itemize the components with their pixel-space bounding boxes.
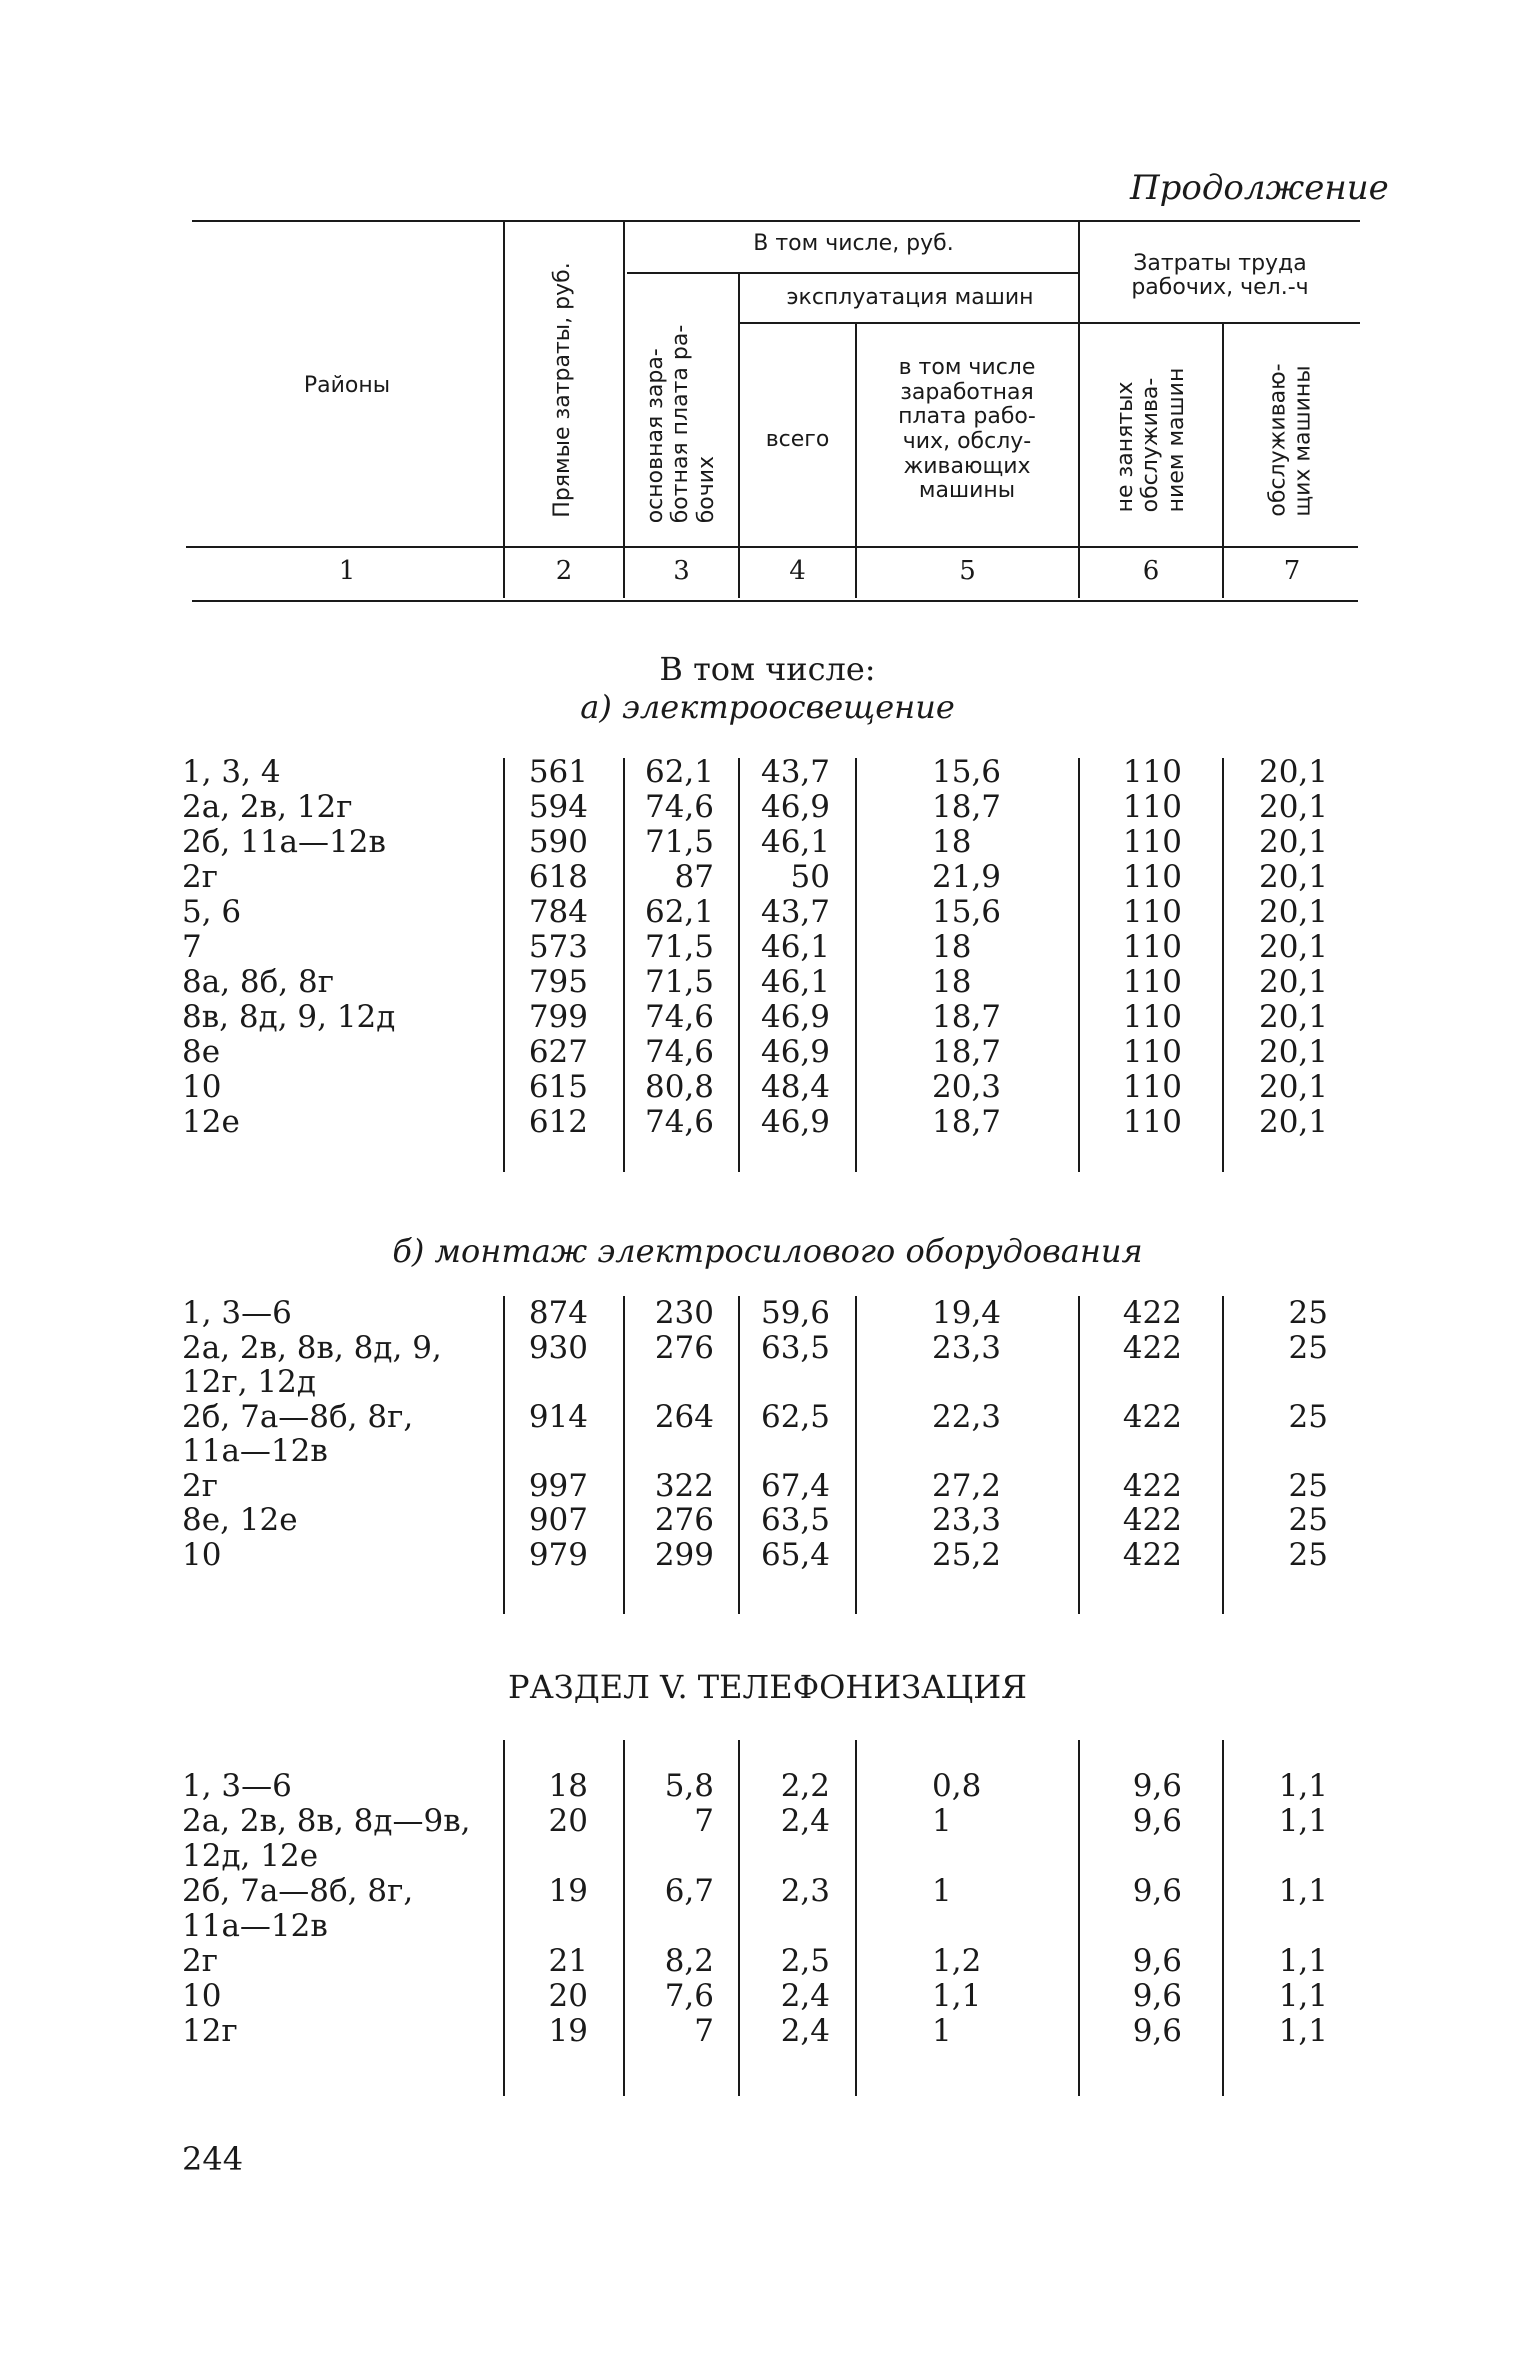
section-a-intro: В том числе: <box>659 650 876 688</box>
value-cell-c5: 23,3 <box>932 1329 1002 1366</box>
header-rule-machines <box>740 322 1080 324</box>
value-cell-c4: 43,7 <box>760 894 830 930</box>
value-cell-c5: 1 <box>932 1873 952 1909</box>
value-cell-c6: 110 <box>1122 929 1182 965</box>
colnum-6: 6 <box>1142 556 1160 586</box>
value-cell-c7: 25 <box>1288 1398 1328 1435</box>
table-row <box>0 859 1535 895</box>
table-row <box>0 1978 1535 2014</box>
value-cell-c6: 110 <box>1122 894 1182 930</box>
table-row <box>0 929 1535 965</box>
section-v-title: РАЗДЕЛ V. ТЕЛЕФОНИЗАЦИЯ <box>507 1668 1027 1706</box>
header-bottom-rule <box>186 546 1358 548</box>
value-cell-c4: 2,5 <box>780 1943 830 1979</box>
value-cell-c3: 264 <box>654 1398 714 1435</box>
colnum-2: 2 <box>555 556 573 586</box>
value-cell-c7: 20,1 <box>1258 859 1328 895</box>
value-cell-c6: 110 <box>1122 789 1182 825</box>
region-cell: 8е, 12е <box>182 1502 298 1538</box>
value-cell-c5: 18 <box>932 929 972 965</box>
value-cell-c3: 276 <box>654 1502 714 1538</box>
region-cell: 2а, 2в, 8в, 8д—9в, <box>182 1803 471 1839</box>
value-cell-c2: 19 <box>548 2013 588 2049</box>
region-cell: 11а—12в <box>182 1433 328 1469</box>
value-cell-c5: 23,3 <box>932 1502 1002 1538</box>
value-cell-c7: 20,1 <box>1258 1069 1328 1105</box>
value-cell-c3: 322 <box>654 1467 714 1504</box>
region-cell: 2г <box>182 1467 218 1504</box>
value-cell-c2: 795 <box>528 964 588 1000</box>
value-cell-c7: 20,1 <box>1258 999 1328 1035</box>
colnum-3: 3 <box>673 556 690 586</box>
page-number: 244 <box>182 2140 244 2178</box>
table-row <box>0 964 1535 1000</box>
value-cell-c7: 20,1 <box>1258 754 1328 790</box>
value-cell-c4: 50 <box>790 859 830 895</box>
value-cell-c3: 8,2 <box>664 1943 714 1979</box>
table-row <box>0 1468 1535 1504</box>
value-cell-c6: 422 <box>1122 1329 1182 1366</box>
value-cell-c4: 46,1 <box>760 824 830 860</box>
value-cell-c5: 18 <box>932 824 972 860</box>
value-cell-c3: 71,5 <box>644 964 714 1000</box>
colnum-1: 1 <box>338 556 356 586</box>
table-row <box>0 894 1535 930</box>
value-cell-c4: 46,9 <box>760 999 830 1035</box>
value-cell-c6: 110 <box>1122 1034 1182 1070</box>
value-cell-c2: 907 <box>528 1502 588 1538</box>
value-cell-c7: 25 <box>1288 1467 1328 1504</box>
table-row <box>0 1873 1535 1909</box>
value-cell-c3: 7 <box>694 1803 714 1839</box>
table-row <box>0 1069 1535 1105</box>
value-cell-c3: 71,5 <box>644 824 714 860</box>
value-cell-c5: 15,6 <box>932 754 1002 790</box>
header-base-wages: основная зара- ботная плата ра- бочих <box>643 324 719 524</box>
value-cell-c7: 1,1 <box>1278 1803 1328 1839</box>
value-cell-c3: 6,7 <box>664 1873 714 1909</box>
value-cell-c5: 18,7 <box>932 789 1002 825</box>
value-cell-c5: 22,3 <box>932 1398 1002 1435</box>
value-cell-c7: 20,1 <box>1258 789 1328 825</box>
header-servicing: обслуживаю- щих машины <box>1265 363 1316 517</box>
region-cell: 11а—12в <box>182 1908 328 1944</box>
value-cell-c4: 63,5 <box>760 1329 830 1366</box>
region-cell: 8в, 8д, 9, 12д <box>182 999 396 1035</box>
value-cell-c4: 2,4 <box>780 2013 830 2049</box>
value-cell-c2: 615 <box>528 1069 588 1105</box>
value-cell-c6: 9,6 <box>1132 1978 1182 2014</box>
value-cell-c3: 299 <box>654 1536 714 1573</box>
region-cell: 10 <box>182 1536 222 1573</box>
value-cell-c7: 20,1 <box>1258 964 1328 1000</box>
value-cell-c4: 2,4 <box>780 1803 830 1839</box>
header-rule-labor <box>1080 322 1360 324</box>
value-cell-c4: 59,6 <box>760 1295 830 1331</box>
value-cell-c7: 1,1 <box>1278 1943 1328 1979</box>
value-cell-c5: 20,3 <box>932 1069 1002 1105</box>
value-cell-c5: 21,9 <box>932 859 1002 895</box>
region-cell: 5, 6 <box>182 894 242 930</box>
table-row <box>0 1295 1535 1331</box>
value-cell-c2: 997 <box>528 1467 588 1504</box>
region-cell: 1, 3, 4 <box>182 754 281 790</box>
value-cell-c4: 48,4 <box>760 1069 830 1105</box>
value-cell-c2: 594 <box>528 789 588 825</box>
table-row <box>0 2013 1535 2049</box>
region-cell: 8е <box>182 1034 221 1070</box>
value-cell-c6: 110 <box>1122 824 1182 860</box>
value-cell-c4: 2,4 <box>780 1978 830 2014</box>
continuation-label: Продолжение <box>1130 168 1389 208</box>
value-cell-c7: 25 <box>1288 1295 1328 1331</box>
header-total: всего <box>765 427 830 452</box>
header-in-that-number: В том числе, руб. <box>753 231 954 256</box>
value-cell-c6: 9,6 <box>1132 2013 1182 2049</box>
region-cell: 2г <box>182 859 218 895</box>
value-cell-c3: 7,6 <box>664 1978 714 2014</box>
value-cell-c7: 1,1 <box>1278 2013 1328 2049</box>
value-cell-c5: 18,7 <box>932 1104 1002 1140</box>
value-cell-c4: 2,3 <box>780 1873 830 1909</box>
table-row <box>0 1330 1535 1366</box>
region-cell: 12г, 12д <box>182 1364 316 1400</box>
value-cell-c6: 9,6 <box>1132 1943 1182 1979</box>
value-cell-c5: 27,2 <box>932 1467 1002 1504</box>
value-cell-c5: 15,6 <box>932 894 1002 930</box>
colnum-7: 7 <box>1283 556 1301 586</box>
value-cell-c5: 1 <box>932 2013 952 2049</box>
value-cell-c2: 612 <box>528 1104 588 1140</box>
table-row <box>0 1768 1535 1804</box>
value-cell-c2: 21 <box>548 1943 588 1979</box>
header-direct-costs: Прямые затраты, руб. <box>549 262 575 518</box>
value-cell-c3: 87 <box>674 859 714 895</box>
value-cell-c5: 1 <box>932 1803 952 1839</box>
value-cell-c6: 422 <box>1122 1398 1182 1435</box>
value-cell-c7: 25 <box>1288 1536 1328 1573</box>
value-cell-c2: 18 <box>548 1768 588 1804</box>
table-row <box>0 1034 1535 1070</box>
value-cell-c3: 62,1 <box>644 754 714 790</box>
value-cell-c6: 110 <box>1122 999 1182 1035</box>
value-cell-c3: 230 <box>654 1295 714 1331</box>
table-row <box>0 1502 1535 1538</box>
value-cell-c6: 110 <box>1122 1069 1182 1105</box>
table-row <box>0 1399 1535 1435</box>
value-cell-c5: 1,1 <box>932 1978 982 2014</box>
value-cell-c5: 25,2 <box>932 1536 1002 1573</box>
table-row <box>0 1803 1535 1839</box>
region-cell: 2а, 2в, 12г <box>182 789 353 825</box>
value-cell-c7: 20,1 <box>1258 929 1328 965</box>
value-cell-c4: 62,5 <box>760 1398 830 1435</box>
value-cell-c2: 914 <box>528 1398 588 1435</box>
value-cell-c3: 5,8 <box>664 1768 714 1804</box>
value-cell-c6: 9,6 <box>1132 1768 1182 1804</box>
colnum-4: 4 <box>789 556 806 586</box>
value-cell-c6: 110 <box>1122 859 1182 895</box>
table-row <box>0 1364 1535 1400</box>
table-row <box>0 1943 1535 1979</box>
value-cell-c3: 276 <box>654 1329 714 1366</box>
header-rule-in-number <box>627 272 1080 274</box>
region-cell: 10 <box>182 1978 222 2014</box>
value-cell-c2: 573 <box>528 929 588 965</box>
table-row <box>0 1537 1535 1573</box>
value-cell-c7: 20,1 <box>1258 1034 1328 1070</box>
value-cell-c4: 46,9 <box>760 1104 830 1140</box>
table-row <box>0 824 1535 860</box>
value-cell-c4: 2,2 <box>780 1768 830 1804</box>
header-top-rule <box>192 220 1360 222</box>
value-cell-c7: 25 <box>1288 1329 1328 1366</box>
value-cell-c4: 46,1 <box>760 929 830 965</box>
region-cell: 1, 3—6 <box>182 1295 292 1331</box>
value-cell-c3: 80,8 <box>644 1069 714 1105</box>
table-row <box>0 1433 1535 1469</box>
value-cell-c5: 1,2 <box>932 1943 982 1979</box>
region-cell: 12д, 12е <box>182 1838 319 1874</box>
value-cell-c2: 627 <box>528 1034 588 1070</box>
table-row <box>0 1908 1535 1944</box>
value-cell-c2: 618 <box>528 859 588 895</box>
value-cell-c6: 422 <box>1122 1502 1182 1538</box>
value-cell-c2: 799 <box>528 999 588 1035</box>
value-cell-c7: 1,1 <box>1278 1768 1328 1804</box>
value-cell-c3: 62,1 <box>644 894 714 930</box>
value-cell-c3: 74,6 <box>644 1104 714 1140</box>
header-labor-costs: Затраты труда рабочих, чел.-ч <box>1131 251 1309 301</box>
value-cell-c6: 422 <box>1122 1467 1182 1504</box>
value-cell-c7: 20,1 <box>1258 824 1328 860</box>
value-cell-c2: 561 <box>528 754 588 790</box>
region-cell: 12г <box>182 2013 238 2049</box>
value-cell-c6: 110 <box>1122 964 1182 1000</box>
table-row <box>0 754 1535 790</box>
value-cell-c4: 46,9 <box>760 789 830 825</box>
value-cell-c3: 74,6 <box>644 999 714 1035</box>
region-cell: 2а, 2в, 8в, 8д, 9, <box>182 1329 442 1366</box>
value-cell-c3: 71,5 <box>644 929 714 965</box>
value-cell-c5: 19,4 <box>932 1295 1002 1331</box>
region-cell: 2б, 11а—12в <box>182 824 386 860</box>
value-cell-c6: 9,6 <box>1132 1803 1182 1839</box>
value-cell-c6: 110 <box>1122 754 1182 790</box>
value-cell-c5: 18,7 <box>932 1034 1002 1070</box>
value-cell-c7: 25 <box>1288 1502 1328 1538</box>
table-row <box>0 1838 1535 1874</box>
value-cell-c7: 1,1 <box>1278 1978 1328 2014</box>
value-cell-c3: 74,6 <box>644 1034 714 1070</box>
value-cell-c4: 46,9 <box>760 1034 830 1070</box>
value-cell-c4: 65,4 <box>760 1536 830 1573</box>
value-cell-c2: 20 <box>548 1803 588 1839</box>
value-cell-c2: 979 <box>528 1536 588 1573</box>
value-cell-c2: 590 <box>528 824 588 860</box>
value-cell-c2: 784 <box>528 894 588 930</box>
header-divider-2 <box>623 222 625 598</box>
value-cell-c3: 74,6 <box>644 789 714 825</box>
colnum-5: 5 <box>959 556 976 586</box>
value-cell-c2: 19 <box>548 1873 588 1909</box>
region-cell: 2б, 7а—8б, 8г, <box>182 1398 414 1435</box>
value-cell-c7: 20,1 <box>1258 894 1328 930</box>
header-divider-1 <box>503 222 505 598</box>
section-b-title: б) монтаж электросилового оборудования <box>392 1232 1143 1270</box>
value-cell-c4: 67,4 <box>760 1467 830 1504</box>
section-a-title: а) электроосвещение <box>580 688 955 726</box>
region-cell: 8а, 8б, 8г <box>182 964 334 1000</box>
value-cell-c7: 20,1 <box>1258 1104 1328 1140</box>
value-cell-c2: 874 <box>528 1295 588 1331</box>
value-cell-c6: 422 <box>1122 1295 1182 1331</box>
header-machine-operation: эксплуатация машин <box>786 285 1034 310</box>
value-cell-c5: 18 <box>932 964 972 1000</box>
region-cell: 2г <box>182 1943 218 1979</box>
region-cell: 1, 3—6 <box>182 1768 292 1804</box>
table-row <box>0 1104 1535 1140</box>
table-row <box>0 999 1535 1035</box>
value-cell-c6: 110 <box>1122 1104 1182 1140</box>
value-cell-c2: 930 <box>528 1329 588 1366</box>
value-cell-c6: 422 <box>1122 1536 1182 1573</box>
colnum-bottom-rule <box>192 600 1358 602</box>
value-cell-c5: 18,7 <box>932 999 1002 1035</box>
region-cell: 12е <box>182 1104 240 1140</box>
header-regions: Районы <box>303 373 391 398</box>
value-cell-c2: 20 <box>548 1978 588 2014</box>
value-cell-c4: 43,7 <box>760 754 830 790</box>
value-cell-c7: 1,1 <box>1278 1873 1328 1909</box>
table-row <box>0 789 1535 825</box>
value-cell-c3: 7 <box>694 2013 714 2049</box>
value-cell-c6: 9,6 <box>1132 1873 1182 1909</box>
header-incl-wages: в том числе заработная плата рабо- чих, обслу- живающих машины <box>898 355 1036 504</box>
value-cell-c4: 63,5 <box>760 1502 830 1538</box>
value-cell-c4: 46,1 <box>760 964 830 1000</box>
region-cell: 2б, 7а—8б, 8г, <box>182 1873 414 1909</box>
header-not-engaged: не занятых обслужива- нием машин <box>1113 367 1189 513</box>
region-cell: 10 <box>182 1069 222 1105</box>
region-cell: 7 <box>182 929 202 965</box>
value-cell-c5: 0,8 <box>932 1768 982 1804</box>
